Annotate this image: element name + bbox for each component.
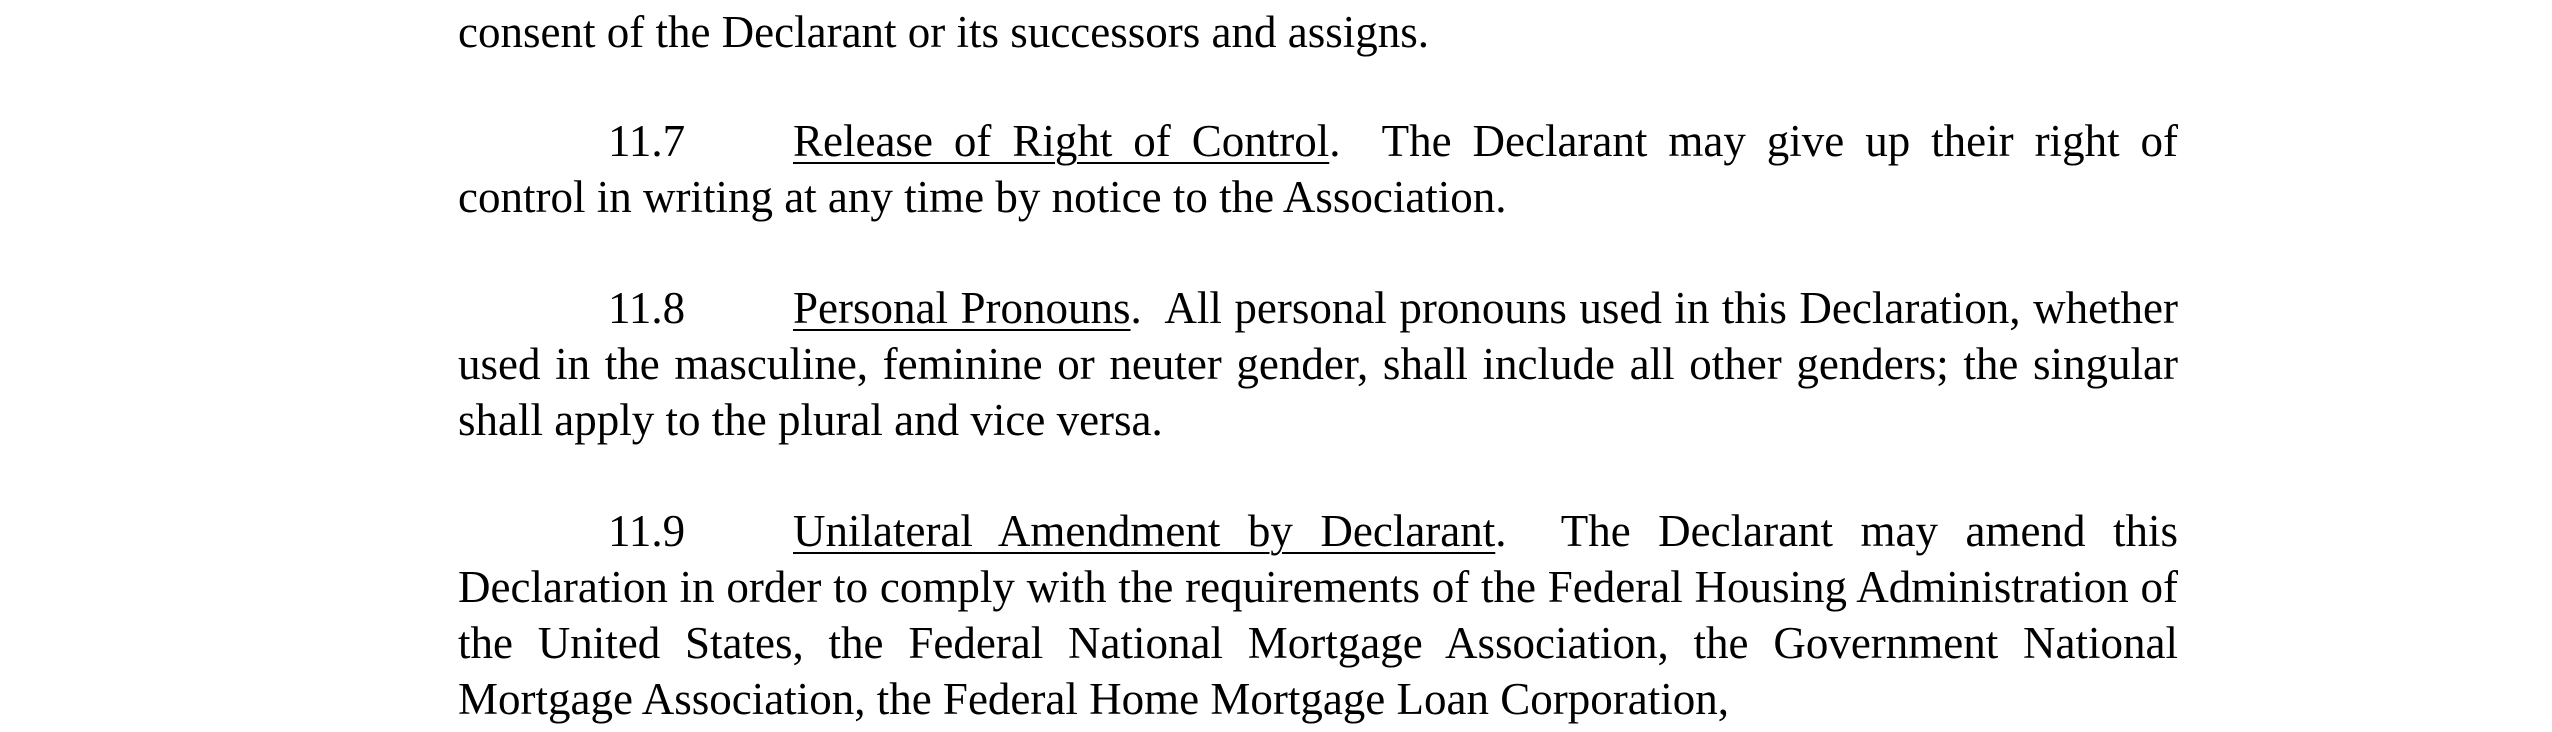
heading-punctuation: . — [1329, 116, 1341, 166]
section-11-8 — [458, 280, 2178, 448]
section-heading: Unilateral Amendment by Declarant — [793, 506, 1496, 556]
section-number: 11.8 — [608, 283, 686, 333]
section-body: The Declarant may amend this Declaration in order to comply with the requirements of the Federal Housing Administration of the United States, the Federal National Mortgage Association, the Government National Mortgage Association, the Federal Home Mortgage Loan Corporation, — [458, 506, 2178, 724]
section-11-9 — [458, 503, 2178, 727]
heading-punctuation: . — [1495, 506, 1507, 556]
section-body: All personal pronouns used in this Declaration, whether used in the masculine, feminine or neuter gender, shall include all other genders; the singular shall apply to the plural and vice versa. — [458, 283, 2179, 445]
section-body: The Declarant may give up their right of control in writing at any time by notice to the Association. — [458, 116, 2179, 222]
section-heading: Release of Right of Control — [793, 116, 1330, 166]
section-heading: Personal Pronouns — [793, 283, 1131, 333]
section-11-7 — [458, 113, 2178, 225]
section-number: 11.9 — [608, 506, 686, 556]
section-number: 11.7 — [608, 116, 686, 166]
heading-punctuation: . — [1130, 283, 1142, 333]
partial-top-line: consent of the Declarant or its successors and assigns. — [458, 7, 1429, 57]
